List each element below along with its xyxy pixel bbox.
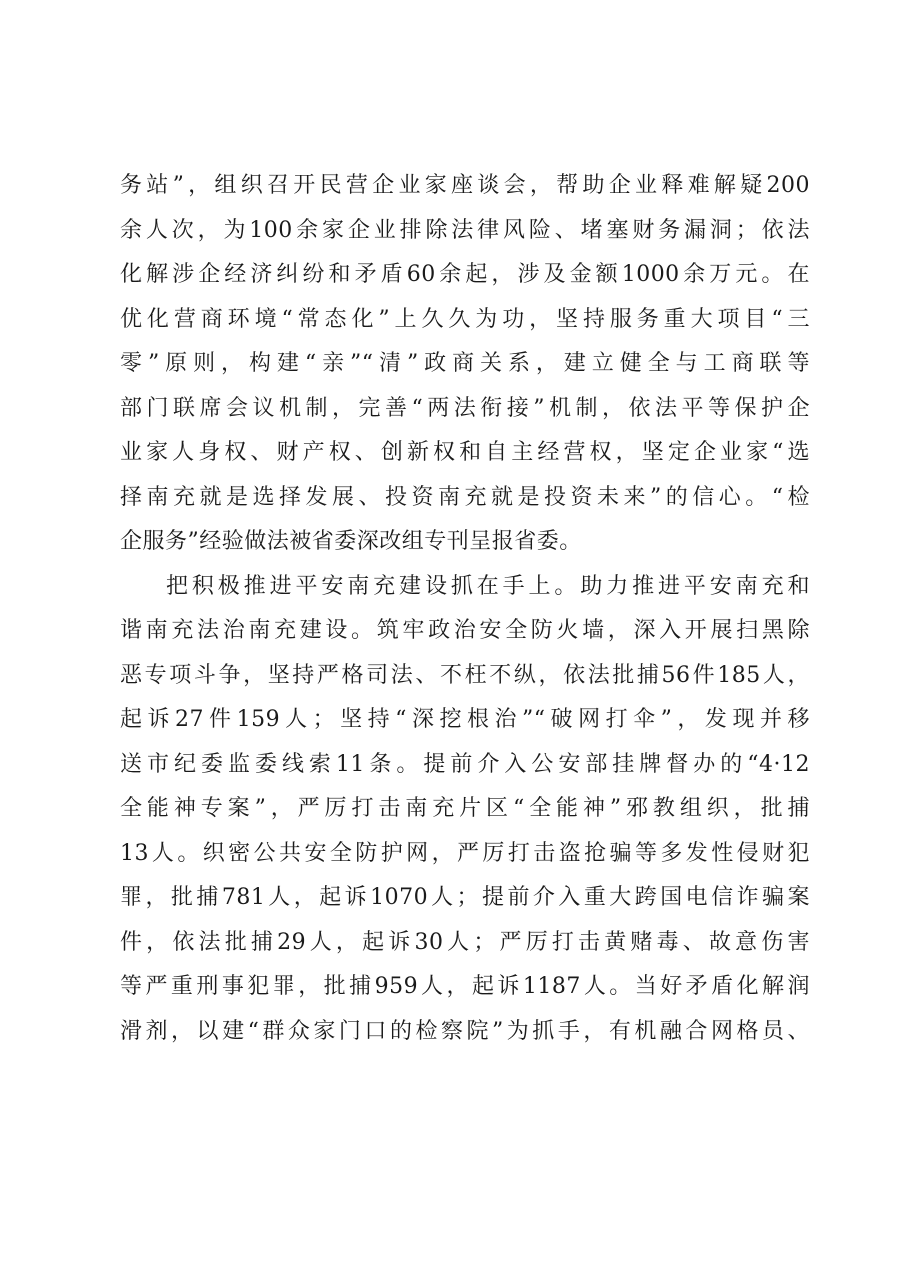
text-line: 全能神专案”，严厉打击南充片区“全能神”邪教组织，批捕 — [120, 796, 810, 821]
text-line: 13人。织密公共安全防护网，严厉打击盗抢骗等多发性侵财犯 — [120, 840, 810, 866]
text-line: 择南充就是选择发展、投资南充就是投资未来”的信心。“检 — [120, 484, 810, 510]
text-line: 起诉27件159人；坚持“深挖根治”“破网打伞”，发现并移 — [120, 707, 810, 732]
text-line: 件，依法批捕29人，起诉30人；严厉打击黄赌毒、故意伤害 — [120, 929, 810, 955]
text-line: 送市纪委监委线索11条。提前介入公安部挂牌督办的“4·12 — [120, 751, 810, 777]
text-line: 零”原则，构建“亲”“清”政商关系，建立健全与工商联等 — [120, 351, 810, 376]
text-line: 化解涉企经济纠纷和矛盾60余起，涉及金额1000余万元。在 — [120, 262, 810, 287]
text-line: 滑剂，以建“群众家门口的检察院”为抓手，有机融合网格员、 — [120, 1018, 810, 1044]
text-line: 等严重刑事犯罪，批捕959人，起诉1187人。当好矛盾化解润 — [120, 974, 810, 999]
text-line: 务站”，组织召开民营企业家座谈会，帮助企业释难解疑200 — [120, 173, 810, 198]
text-line: 部门联席会议机制，完善“两法衔接”机制，依法平等保护企 — [120, 395, 810, 421]
text-line: 优化营商环境“常态化”上久久为功，坚持服务重大项目“三 — [120, 306, 810, 332]
text-line: 罪，批捕781人，起诉1070人；提前介入重大跨国电信诈骗案 — [120, 885, 810, 910]
text-line: 谐南充法治南充建设。筑牢政治安全防火墙，深入开展扫黑除 — [120, 618, 810, 643]
paragraph-end-line: 企服务”经验做法被省委深改组专刊呈报省委。 — [120, 529, 582, 554]
text-line: 余人次，为100余家企业排除法律风险、堵塞财务漏洞；依法 — [120, 217, 810, 243]
text-line: 恶专项斗争，坚持严格司法、不枉不纵，依法批捕56件185人， — [120, 662, 810, 688]
paragraph-start-line: 把积极推进平安南充建设抓在手上。助力推进平安南充和 — [166, 573, 810, 599]
text-line: 业家人身权、财产权、创新权和自主经营权，坚定企业家“选 — [120, 440, 810, 465]
body-text — [120, 164, 810, 1054]
